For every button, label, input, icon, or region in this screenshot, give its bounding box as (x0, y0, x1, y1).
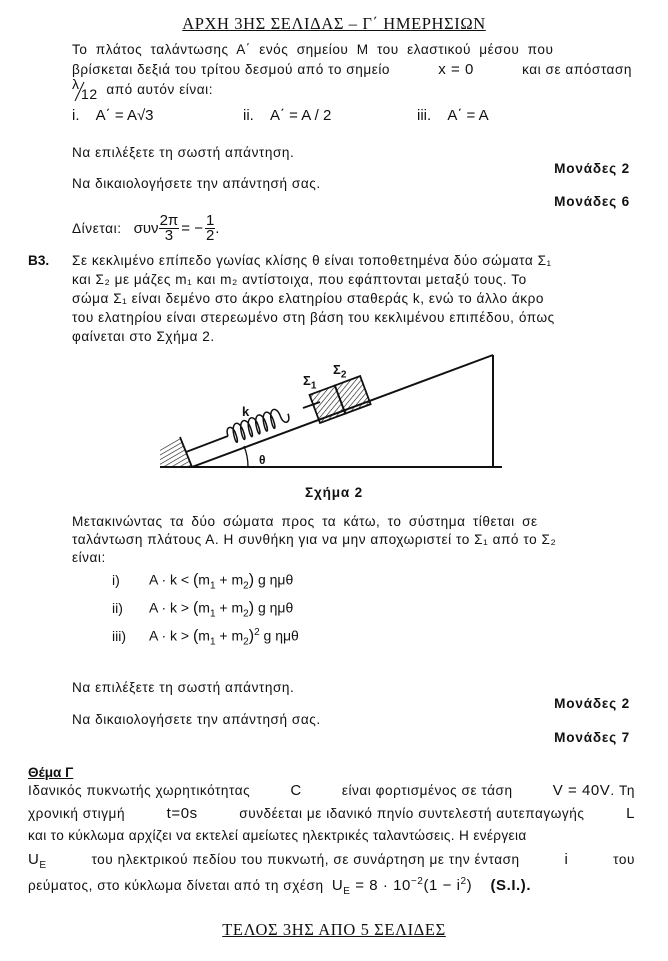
page-footer: ΤΕΛΟΣ 3ΗΣ ΑΠΟ 5 ΣΕΛΙΔΕΣ (222, 920, 446, 939)
m1: m (198, 599, 210, 616)
b3-text (72, 253, 632, 348)
option-label: iii. (417, 107, 432, 124)
b3-line-text: Σε κεκλιμένο επίπεδο γωνίας κλίσης θ είναι τοποθετημένα δύο σώματα Σ₁ (72, 253, 552, 268)
sub: 1 (209, 636, 216, 648)
b3-option-ii[interactable] (112, 599, 293, 619)
spring-rod-left (186, 436, 228, 452)
period: . (215, 219, 220, 237)
sigma2-sub: 2 (340, 369, 347, 381)
c-capacitance: C (290, 782, 302, 799)
eq-U: U (331, 877, 344, 894)
eq-mid: = 8 · 10 (350, 877, 411, 894)
sigma2-symbol: Σ (333, 362, 341, 377)
denominator: 3 (164, 226, 174, 244)
b2-text-line1 (72, 42, 632, 57)
option-expr: Α΄ = Α√3 (95, 107, 154, 124)
b2-choose-marks: Μονάδες 2 (554, 161, 630, 176)
eq-paren: (1 − i (423, 877, 461, 894)
m1: m (198, 627, 210, 644)
b2-line2b: και σε απόσταση (522, 62, 632, 77)
option-label: iii) (112, 627, 126, 644)
b3-line-text: φαίνεται στο Σχήμα 2. (72, 329, 215, 344)
b2-option-i[interactable] (72, 107, 154, 124)
given-label: Δίνεται: (72, 220, 122, 236)
equals-minus: = − (181, 219, 203, 237)
option-rhs: g ημθ (257, 599, 294, 616)
plus: + (215, 571, 232, 588)
option-rhs: g ημθ (257, 571, 294, 588)
b3-line-text: σώμα Σ₁ είναι δεμένο στο άκρο ελατηρίου σταθεράς k, ενώ το άλλο άκρο (72, 291, 545, 306)
theme-c-line3 (28, 828, 635, 843)
b3-line (72, 253, 632, 272)
b3-choose: Να επιλέξετε τη σωστή απάντηση. (72, 680, 295, 695)
theme-c-line5 (28, 876, 531, 897)
label-sigma2 (333, 362, 346, 381)
label-k: k (242, 404, 250, 419)
b3-after-line (72, 550, 632, 568)
c-equation (331, 876, 473, 897)
option-label: i. (72, 107, 80, 124)
paren: ) (248, 627, 255, 645)
c-line4b: του (613, 852, 635, 867)
b3-justify: Να δικαιολογήσετε την απάντησή σας. (72, 712, 321, 727)
b2-choose: Να επιλέξετε τη σωστή απάντηση. (72, 145, 295, 160)
b2-given (72, 208, 219, 248)
plus: + (215, 599, 232, 616)
m2: m (231, 599, 244, 616)
c-time: t=0s (166, 805, 198, 822)
b3-line (72, 291, 632, 310)
paren: ( (192, 571, 199, 589)
b2-justify-marks: Μονάδες 6 (554, 194, 630, 209)
eq-square: 2 (460, 876, 467, 887)
theme-c-line4 (28, 851, 635, 871)
numerator: 1 (205, 211, 215, 229)
b3-line-text: του ελατηρίου είναι στερεωμένο στη βάση του κεκλιμένου επιπέδου, όπως (72, 310, 555, 325)
c-line3: και το κύκλωμα αρχίζει να εκτελεί αμείωτες ηλεκτρικές ταλαντώσεις. Η ενέργεια (28, 828, 527, 843)
sub: 2 (243, 608, 249, 620)
b3-line (72, 272, 632, 291)
b3-after-text (72, 514, 632, 568)
c-energy-sub: E (39, 860, 47, 871)
sub: 2 (243, 636, 249, 648)
eq-exp: −2 (410, 876, 424, 887)
figure-caption: Σχήμα 2 (305, 485, 363, 500)
b3-justify-marks: Μονάδες 7 (554, 730, 630, 745)
blocks (310, 376, 371, 423)
page-header: ΑΡΧΗ 3ΗΣ ΣΕΛΙΔΑΣ – Γ΄ ΗΜΕΡΗΣΙΩΝ (182, 14, 486, 33)
sub: 1 (209, 608, 216, 620)
b3-option-iii[interactable] (112, 627, 299, 647)
option-lhs: A · k < (149, 571, 190, 588)
b2-text-line2 (72, 61, 632, 78)
c-line2b: συνδέεται με ιδανικό πηνίο συντελεστή αυτεπαγωγής (239, 806, 585, 821)
b3-after-line-text: είναι: (72, 550, 106, 565)
c-inductance: L (626, 805, 635, 822)
c-current-i: i (564, 851, 569, 868)
label-sigma1 (303, 373, 316, 392)
theme-c-line2 (28, 805, 635, 822)
b2-line1: Το πλάτος ταλάντωσης Α΄ ενός σημείου Μ του ελαστικού μέσου που (72, 42, 554, 57)
sub: 2 (243, 580, 249, 592)
option-expr: Α΄ = Α (447, 107, 489, 124)
b2-line2a: βρίσκεται δεξιά του τρίτου δεσμού από το σημείο (72, 62, 391, 77)
m2: m (231, 571, 244, 588)
denominator: 2 (205, 226, 215, 244)
sub: 1 (209, 580, 216, 592)
c-voltage: V = 40V (552, 782, 611, 799)
b3-label: Β3. (28, 253, 50, 268)
paren: ) (248, 599, 255, 617)
paren: ( (192, 599, 199, 617)
c-energy-U: U (28, 851, 40, 868)
paren: ( (192, 627, 199, 645)
c-line1b: είναι φορτισμένος σε τάση (341, 783, 513, 798)
twelve: 12 (81, 86, 98, 102)
b2-justify: Να δικαιολογήσετε την απάντησή σας. (72, 176, 321, 191)
b3-choose-marks: Μονάδες 2 (554, 696, 630, 711)
c-line1c: . Τη (610, 783, 635, 798)
eq-U-sub: E (343, 886, 351, 897)
c-line5a: ρεύματος, στο κύκλωμα δίνεται από τη σχέση (28, 878, 324, 893)
lambda-symbol: λ (72, 76, 80, 92)
option-expr: Α΄ = Α / 2 (270, 107, 332, 124)
b3-option-i[interactable] (112, 571, 293, 591)
numerator: 2π (159, 211, 179, 229)
c-line1a: Ιδανικός πυκνωτής χωρητικότητας (28, 783, 251, 798)
c-line4a: του ηλεκτρικού πεδίου του πυκνωτή, σε συνάρτηση με την ένταση (91, 852, 520, 867)
paren: ) (248, 571, 255, 589)
b2-line3: από αυτόν είναι: (106, 82, 214, 97)
theme-c-title: Θέμα Γ (28, 765, 74, 780)
spring (225, 405, 291, 444)
option-label: i) (112, 571, 120, 588)
given-fraction-left (159, 211, 180, 244)
m2: m (231, 627, 244, 644)
b2-x-eq-zero: x = 0 (438, 61, 474, 78)
b3-after-line-text: ταλάντωση πλάτους Α. Η συνθήκη για να μην αποχωριστεί το Σ₁ από το Σ₂ (72, 532, 557, 547)
label-theta: θ (259, 453, 266, 467)
plus: + (215, 627, 232, 644)
b3-after-line-text: Μετακινώντας τα δύο σώματα προς τα κάτω, το σύστημα τίθεται σε (72, 514, 538, 529)
b3-after-line (72, 514, 632, 532)
eq-close: ) (466, 877, 473, 894)
angle-arc (244, 446, 248, 467)
c-line2a: χρονική στιγμή (28, 806, 126, 821)
option-label: ii) (112, 599, 123, 616)
lambda-over-12 (72, 76, 98, 103)
b2-option-ii[interactable] (243, 107, 331, 124)
option-label: ii. (243, 107, 254, 124)
theme-c-line1 (28, 782, 635, 799)
m1: m (198, 571, 210, 588)
sigma1-sub: 1 (310, 380, 317, 392)
eq-units: (S.I.). (490, 877, 532, 894)
option-lhs: A · k > (149, 627, 190, 644)
b3-line-text: και Σ₂ με μάζες m₁ και m₂ αντίστοιχα, που εφάπτονται μεταξύ τους. Το (72, 272, 527, 287)
b2-text-line3 (72, 76, 214, 103)
option-rhs: g ημθ (263, 627, 299, 644)
b2-option-iii[interactable] (417, 107, 489, 124)
b3-line (72, 310, 632, 329)
given-function: συν (133, 219, 159, 237)
square: 2 (254, 627, 260, 638)
sigma1-symbol: Σ (303, 373, 311, 388)
b3-after-line (72, 532, 632, 550)
option-lhs: A · k > (149, 599, 190, 616)
given-fraction-right (205, 211, 215, 244)
